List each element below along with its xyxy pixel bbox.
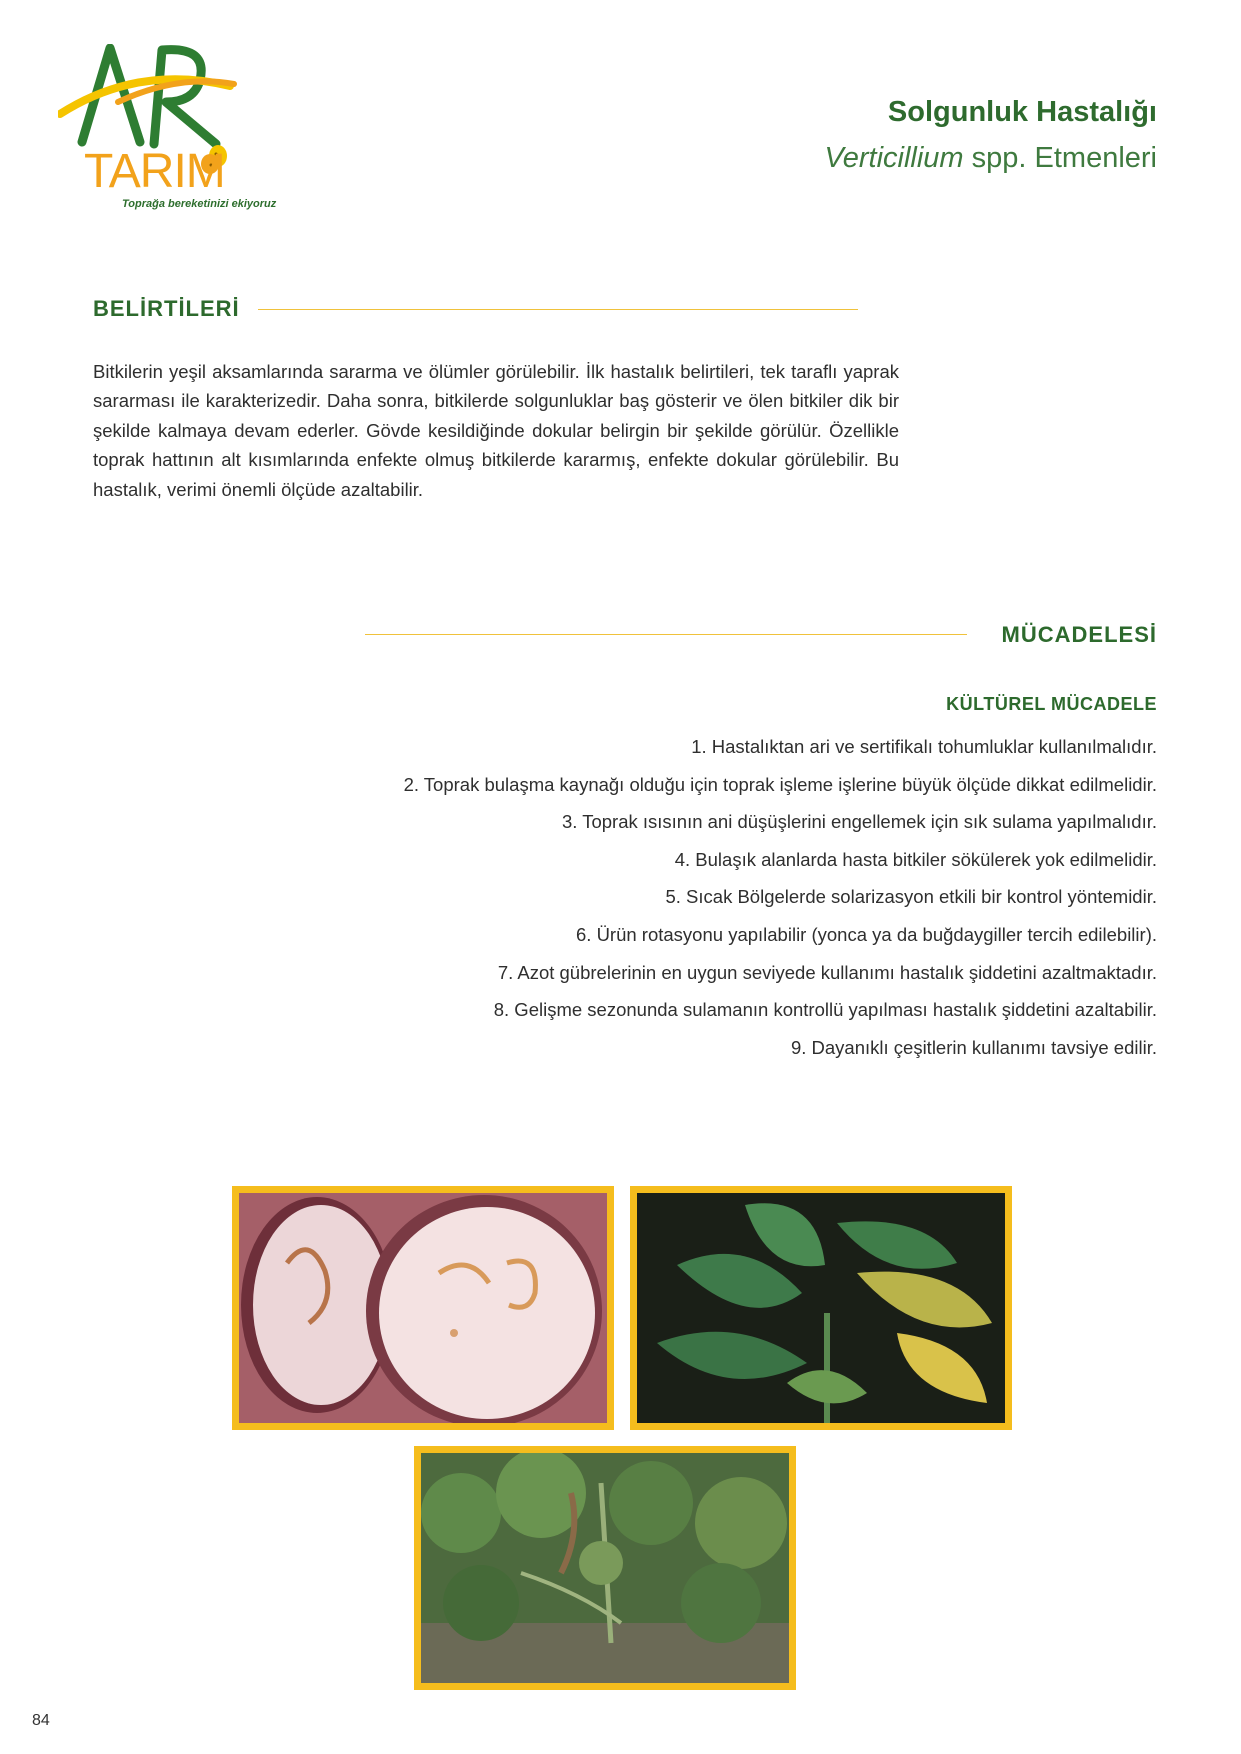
list-item: 1. Hastalıktan ari ve sertifikalı tohumluklar kullanılmalıdır.	[691, 736, 1157, 757]
list-item: 9. Dayanıklı çeşitlerin kullanımı tavsiye edilir.	[790, 1036, 1157, 1058]
page-number: 84	[32, 1712, 50, 1729]
symptoms-paragraph: Bitkilerin yeşil aksamlarında sararma ve ölümler görülebilir. İlk hastalık belirtileri, tek taraflı yaprak sararması ile karakterizedir. Daha sonra, bitkilerde solgunluklar baş gösterir ve ölen bitkiler dik bir şekilde kalmaya devam ederler. Gövde kesildiğinde dokular belirgin bir şekilde görülür. Özellikle toprak hattının alt kısımlarında enfekte olmuş bitkilerde kararmış, enfekte dokular görülebilir. Bu hastalık, verimi önemli ölçüde azaltabilir.	[93, 361, 899, 500]
subtitle-suffix: spp. Etmenleri	[963, 142, 1157, 174]
cut-potato-tuber-photo	[232, 1186, 614, 1430]
wilted-plants-field-photo	[414, 1446, 796, 1690]
cultural-control-subheading: KÜLTÜREL MÜCADELE	[946, 694, 1157, 714]
list-item: 2. Toprak bulaşma kaynağı olduğu için toprak işleme işlerine büyük ölçüde dikkat edilmelidir.	[403, 773, 1157, 795]
list-item: 3. Toprak ısısının ani düşüşlerini engellemek için sık sulama yapılmalıdır.	[561, 811, 1157, 833]
control-divider	[365, 634, 967, 635]
yellowing-leaves-photo	[630, 1186, 1012, 1430]
list-item: 7. Azot gübrelerinin en uygun seviyede kullanımı hastalık şiddetini azaltmaktadır.	[497, 961, 1157, 983]
logo-wordmark: TARIM	[84, 145, 225, 198]
page-title: Solgunluk Hastalığı	[887, 96, 1157, 128]
logo-tagline: Toprağa bereketinizi ekiyoruz	[122, 198, 277, 210]
cultural-control-list	[257, 728, 1157, 1066]
control-heading: MÜCADELESİ	[1001, 622, 1157, 647]
symptoms-heading: BELİRTİLERİ	[93, 296, 240, 321]
page-subtitle	[824, 142, 1157, 175]
scientific-name: Verticillium	[824, 142, 964, 174]
company-logo	[58, 44, 298, 219]
symptoms-divider	[258, 309, 858, 310]
list-item: 5. Sıcak Bölgelerde solarizasyon etkili bir kontrol yöntemidir.	[665, 886, 1157, 908]
list-item: 4. Bulaşık alanlarda hasta bitkiler sökülerek yok edilmelidir.	[674, 848, 1157, 870]
list-item: 8. Gelişme sezonunda sulamanın kontrollü yapılması hastalık şiddetini azaltabilir.	[493, 999, 1157, 1021]
list-item: 6. Ürün rotasyonu yapılabilir (yonca ya da buğdaygiller tercih edilebilir).	[576, 923, 1157, 945]
